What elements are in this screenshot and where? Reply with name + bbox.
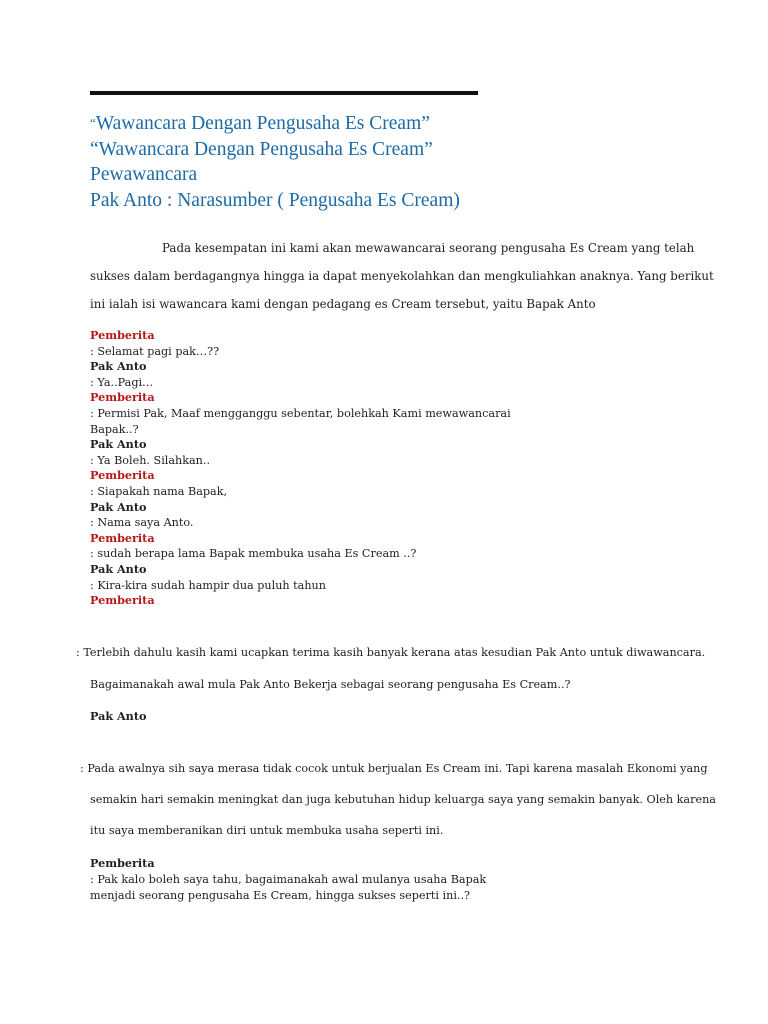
- block3-line-1: : Pada awalnya sih saya merasa tidak cocok untuk berjualan Es Cream ini. Tapi karena masalah Ekonomi yang: [80, 762, 708, 775]
- dialog-line: : Selamat pagi pak…??: [90, 344, 220, 358]
- title-line-1: [90, 110, 650, 137]
- block2-line-2: Bagaimanakah awal mula Pak Anto Bekerja sebagai seorang pengusaha Es Cream..?: [90, 678, 571, 691]
- dialog-line: Bapak..?: [90, 422, 139, 436]
- title-line-2: “Wawancara Dengan Pengusaha Es Cream”: [90, 138, 433, 160]
- speaker-label-interviewer: Pemberita: [90, 328, 155, 342]
- block4-line-2: menjadi seorang pengusaha Es Cream, hingga sukses seperti ini..?: [90, 889, 471, 902]
- speaker-label-respondent: Pak Anto: [90, 499, 147, 514]
- intro-line-1: Pada kesempatan ini kami akan mewawancarai seorang pengusaha Es Cream yang telah: [162, 241, 695, 255]
- block4-line-1: : Pak kalo boleh saya tahu, bagaimanakah awal mulanya usaha Bapak: [90, 873, 487, 886]
- title-line-4: Pak Anto : Narasumber ( Pengusaha Es Cream): [90, 189, 460, 211]
- title-line-1-text: Wawancara Dengan Pengusaha Es Cream”: [95, 113, 430, 134]
- block2-line-1: : Terlebih dahulu kasih kami ucapkan terima kasih banyak kerana atas kesudian Pak Anto untuk diwawancara.: [76, 646, 706, 659]
- intro-paragraph: [90, 234, 714, 318]
- speaker-label-respondent: Pak Anto: [90, 437, 147, 452]
- dialog-line: : Siapakah nama Bapak,: [90, 484, 228, 498]
- horizontal-rule: [90, 91, 478, 95]
- intro-line-2: sukses dalam berdagangnya hingga ia dapat menyekolahkan dan mengkuliahkan anaknya. Yang berikut: [90, 269, 714, 283]
- speaker-label-interviewer: Pemberita: [90, 390, 155, 405]
- speaker-label-respondent: Pak Anto: [90, 359, 147, 374]
- title-block: [90, 110, 650, 213]
- dialog-line: : Permisi Pak, Maaf mengganggu sebentar, bolehkah Kami mewawancarai: [90, 406, 511, 420]
- block3-line-2: semakin hari semakin meningkat dan juga kebutuhan hidup keluarga saya yang semakin banyak. Oleh karena: [90, 793, 716, 806]
- intro-line-3: ini ialah isi wawancara kami dengan pedagang es Cream tersebut, yaitu Bapak Anto: [90, 297, 596, 311]
- title-line-3: Pewawancara: [90, 164, 198, 185]
- dialog-line: : Kira-kira sudah hampir dua puluh tahun: [90, 578, 326, 592]
- speaker-label-interviewer: Pemberita: [90, 530, 155, 545]
- speaker-label-interviewer: Pemberita: [90, 593, 155, 608]
- dialog-line: : Ya Boleh. Silahkan..: [90, 453, 211, 467]
- speaker-label-interviewer: Pemberita: [90, 856, 155, 870]
- dialog-line: : Nama saya Anto.: [90, 516, 194, 530]
- dialog-line: : sudah berapa lama Bapak membuka usaha Es Cream ..?: [90, 547, 417, 561]
- title-open-quote: “: [90, 115, 96, 130]
- dialog-transcript: [90, 328, 570, 609]
- block3-line-3: itu saya memberanikan diri untuk membuka usaha seperti ini.: [90, 824, 444, 837]
- speaker-label-respondent: Pak Anto: [90, 561, 147, 576]
- speaker-label-respondent: Pak Anto: [90, 709, 147, 723]
- dialog-line: : Ya..Pagi…: [90, 375, 154, 389]
- speaker-label-interviewer: Pemberita: [90, 468, 155, 483]
